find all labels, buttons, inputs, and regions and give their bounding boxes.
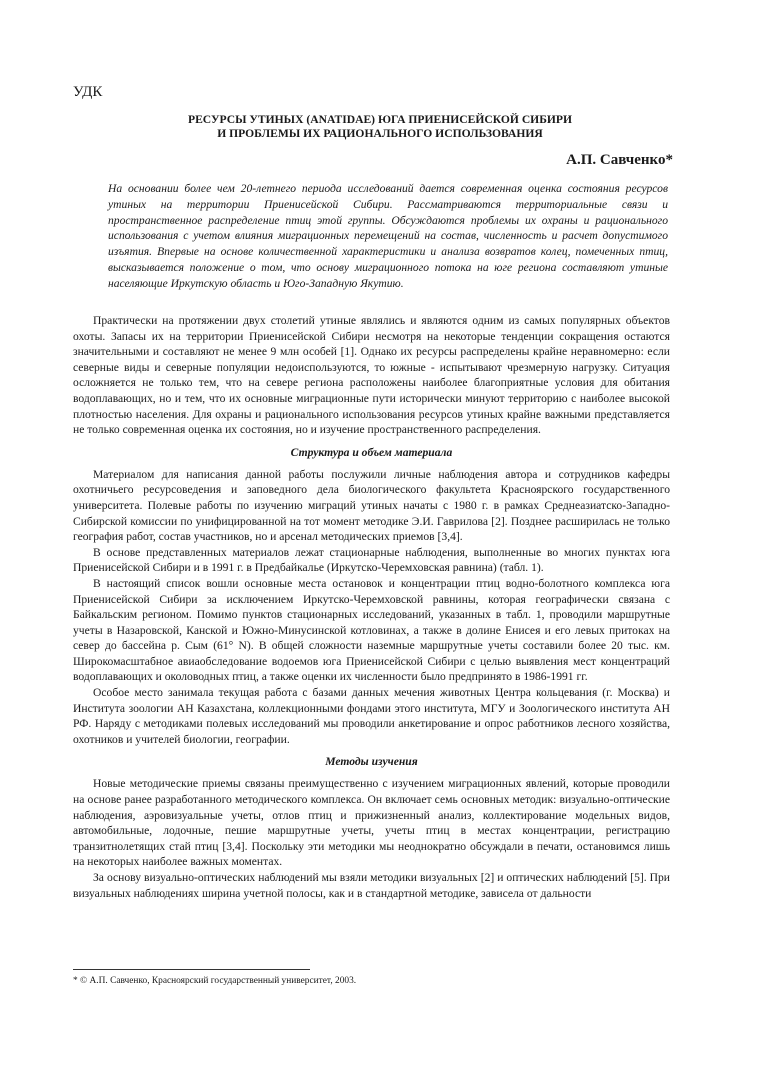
paragraph: Особое место занимала текущая работа с базами данных мечения животных Центра кольцевания (г. Москва) и Института зоологии АН Казахстана, коллекционными фондами этого института, МГУ и Зоологического института АН РФ. Наряду с методиками полевых исследований мы проводили анкетирование и опрос работников лесного хозяйства, охотников и учителей биологии, географии.: [73, 686, 670, 746]
paragraph: Материалом для написания данной работы послужили личные наблюдения автора и сотрудников кафедры охотничьего ресурсоведения и заповедного дела биологического факультета Красноярского государственного университета. Полевые работы по изучению миграций утиных начаты с 1980 г. в рамках Среднеазиатско-Западно-Сибирской комиссии по унифицированной на тот момент методике Э.И. Гаврилова [2]. Позднее расширилась не только география работ, состав участников, но и арсенал методических приемов [3,4].: [73, 467, 670, 544]
footnote-divider: [73, 969, 310, 970]
paragraph: Новые методические приемы связаны преимущественно с изучением миграционных явлений, которые проводили на основе ранее разработанного методического комплекса. Он включает семь основных методик: визуально-оптические наблюдения, аэровизуальные учеты, отлов птиц и прижизненный анализ, коллектирование модельных видов, автомобильные, лодочные, пешие маршрутные учеты, учеты птиц в местах концентрации, регистрацию транзитнолетящих стай птиц [3,4]. Поскольку эти методики мы неоднократно обсуждали в печати, остановимся лишь на некоторых наиболее важных моментах.: [73, 777, 670, 869]
title-line-2: И ПРОБЛЕМЫ ИХ РАЦИОНАЛЬНОГО ИСПОЛЬЗОВАНИЯ: [217, 127, 543, 140]
section-heading-methods: Методы изучения: [325, 755, 418, 769]
title-line-1: РЕСУРСЫ УТИНЫХ (ANATIDAE) ЮГА ПРИЕНИСЕЙСКОЙ СИБИРИ: [187, 113, 572, 126]
udk-label: УДК: [73, 84, 103, 100]
paragraph: В основе представленных материалов лежат стационарные наблюдения, выполненные во многих пунктах юга Приенисейской Сибири и в 1991 г. в Предбайкалье (Иркутско-Черемховская равнина) (табл. 1).: [73, 545, 670, 575]
article-body: [73, 313, 670, 901]
footnote: * © А.П. Савченко, Красноярский государственный университет, 2003.: [73, 976, 357, 986]
paragraph: За основу визуально-оптических наблюдений мы взяли методики визуальных [2] и оптических наблюдений [5]. При визуальных наблюдениях ширина учетной полосы, как и в стандартной методике, зависела от дальности: [73, 871, 670, 900]
section-heading-structure: Структура и объем материала: [290, 445, 453, 459]
author: А.П. Савченко*: [566, 152, 673, 168]
article-title: [100, 113, 660, 141]
intro-paragraph: Практически на протяжении двух столетий утиные являлись и являются одним из самых популярных объектов охоты. Запасы их на территории Приенисейской Сибири несмотря на некоторые тенденции сокращения остаются значительными и составляют не менее 9 млн особей [1]. Однако их ресурсы распределены крайне неравномерно: если северные виды и северные популяции недоиспользуются, то южные - испытывают чрезмерную нагрузку. Ситуация осложняется не только тем, что на севере региона расположены наиболее благоприятные условия для обитания водоплавающих, но и тем, что их основные миграционные пути исторически минуют территорию с наиболее высокой плотностью населения. Для охраны и рационального использования ресурсов утиных крайне важными представляется не только современная оценка их состояния, но и изучение пространственного распределения.: [73, 314, 670, 437]
paragraph: В настоящий список вошли основные места остановок и концентрации птиц водно-болотного комплекса юга Приенисейской Сибири за исключением Иркутско-Черемховской равнины, которая географически связана с Байкальским регионом. Помимо пунктов стационарных исследований, указанных в табл. 1, проводили маршрутные учеты в Назаровской, Канской и Южно-Минусинской котловинах, а также в долине Енисея и его левых притоках на север до бассейна р. Сым (61° N). В общей сложности наземные маршрутные учеты составили более 20 тыс. км. Широкомасштабное авиаобследование водоемов юга Приенисейской Сибири с целью выявления мест концентраций водоплавающих и околоводных птиц, а также оценки их численности было предпринято в 1986-1991 гг.: [73, 576, 670, 684]
abstract: На основании более чем 20-летнего периода исследований дается современная оценка состояния ресурсов утиных на территории Приенисейской Сибири. Рассматриваются территориальные связи и пространственное распределение птиц этой группы. Обсуждаются проблемы их охраны и рационального использования с учетом влияния миграционных перемещений на состав, численность и расчет допустимого изъятия. Впервые на основе количественной характеристики и анализа возвратов колец, помеченных птиц, высказывается положение о том, что основу миграционного потока на юге региона составляют утиные населяющие Иркутскую область и Юго-Западную Якутию.: [108, 182, 668, 290]
